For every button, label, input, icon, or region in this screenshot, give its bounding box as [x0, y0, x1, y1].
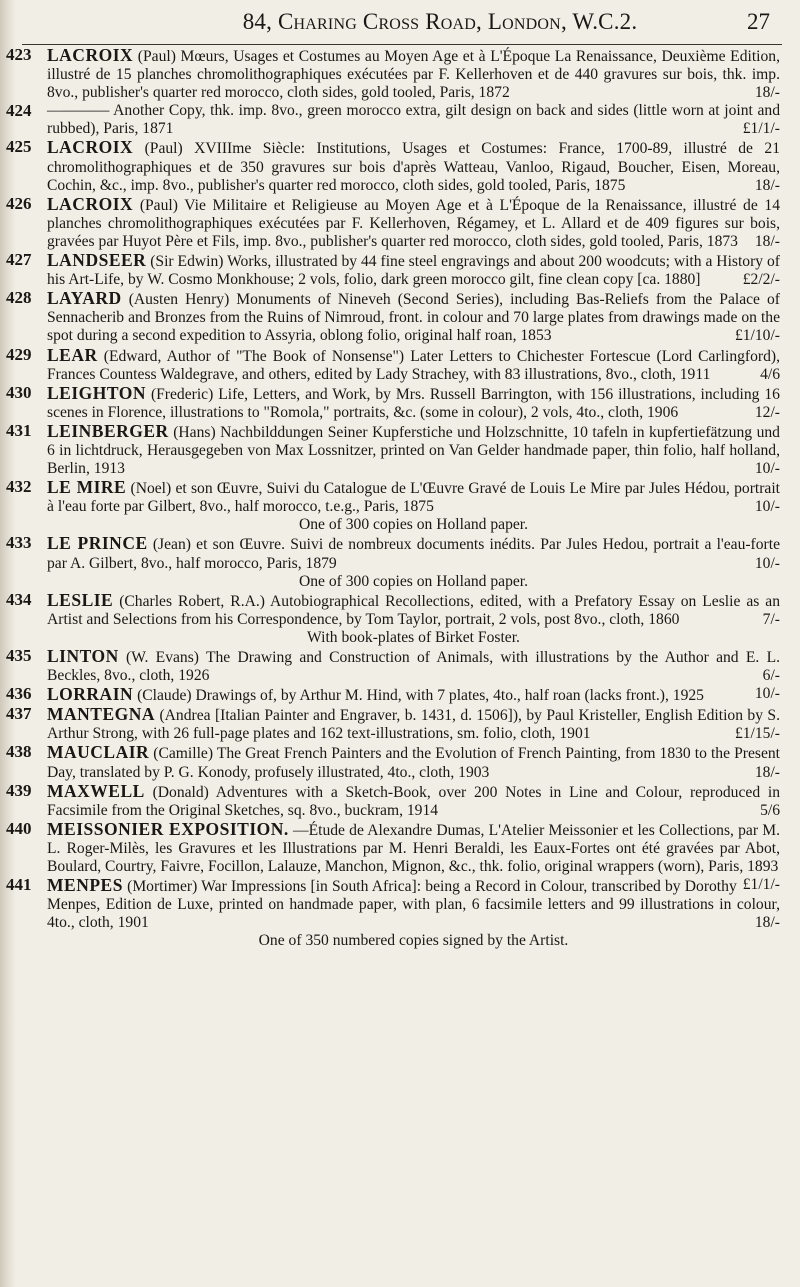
page-header — [100, 8, 780, 36]
entry-description: (Charles Robert, R.A.) Autobiographical Recollections, edited, with a Prefatory Essay on Leslie as an Artist and Selections from his Correspondence, by Tom Taylor, portrait, 2 vols, post 8vo., cloth, 1860 — [47, 592, 780, 628]
entry-author: LACROIX — [47, 193, 134, 214]
catalogue-entry — [0, 876, 800, 950]
catalogue-entry — [0, 138, 800, 194]
entry-description: (Hans) Nachbilddungen Seiner Kupferstiche und Holzschnitte, 10 tafeln in kupfertiefätzung und 6 in lichtdruck, Herausgegeben von Max Lossnitzer, printed on Van Gelder handmade paper, thin folio, half holland, Berlin, 1913 — [47, 423, 780, 478]
catalogue-entry — [0, 195, 800, 251]
entry-number: 440 — [6, 818, 32, 838]
catalogue-entry — [0, 422, 800, 478]
entry-number: 434 — [6, 589, 32, 609]
entry-author: MANTEGNA — [47, 704, 156, 725]
entry-description: (Sir Edwin) Works, illustrated by 44 fine steel engravings and about 200 woodcuts; with a History of his Art-Life, by W. Cosmo Monkhouse; 2 vols, folio, dark green morocco gilt, fine clean copy [ca. 1880] — [47, 253, 780, 289]
entry-price: 5/6 — [760, 801, 780, 819]
entry-number: 437 — [6, 704, 32, 724]
catalogue-entry — [0, 534, 800, 590]
entry-price: 12/- — [754, 403, 780, 421]
entry-number: 439 — [6, 780, 32, 800]
entry-price: 18/- — [754, 232, 780, 250]
catalogue-entry — [0, 705, 800, 743]
entry-body — [47, 743, 780, 781]
entry-author: MEISSONIER EXPOSITION. — [47, 818, 289, 839]
entry-description: (Andrea [Italian Painter and Engraver, b. 1431, d. 1506]), by Paul Kristeller, English Edition by S. Arthur Strong, with 26 full-page plates and 162 text-illustrations, sm. folio, cloth, 1901 — [47, 707, 780, 743]
entry-author: LACROIX — [47, 137, 134, 158]
catalogue-entry — [0, 384, 800, 422]
catalogue-entry — [0, 346, 800, 384]
entry-author: LORRAIN — [47, 684, 134, 705]
header-rule — [22, 44, 782, 45]
entry-description: —Étude de Alexandre Dumas, L'Atelier Meissonier et les Collections, par M. L. Roger-Milès, les Gravures et les Illustrations par M. Henri Beraldi, les Eaux-Fortes ont été gravées par Abot, Boulard, Courtry, Faivre, Focillon, Lalauze, Manchon, Mignon, &c., thk. folio, original wrappers (worn), Paris, 1893 — [47, 821, 780, 876]
entry-price: £1/15/- — [734, 725, 780, 743]
entry-price: 18/- — [754, 763, 780, 781]
entry-body — [47, 876, 780, 932]
entry-number: 436 — [6, 684, 32, 704]
entry-description: (Noel) et son Œuvre, Suivi du Catalogue de L'Œuvre Gravé de Louis Le Mire par Jules Hédou, portrait à l'eau forte par Gilbert, 8vo., half morocco, t.e.g., Paris, 1875 — [47, 480, 780, 516]
entry-number: 433 — [6, 533, 32, 553]
entry-number: 424 — [6, 101, 32, 121]
entry-number: 431 — [6, 420, 32, 440]
entry-price: 7/- — [762, 610, 780, 628]
entry-author: LE PRINCE — [47, 533, 148, 554]
entry-note: One of 350 numbered copies signed by the Artist. — [258, 932, 569, 950]
catalogue-entry — [0, 647, 800, 685]
entry-description: (Mortimer) War Impressions [in South Africa]: being a Record in Colour, transcribed by Dorothy Menpes, Edition de Luxe, printed on handmade paper, with plan, 6 facsimile letters and 99 illustrations in colour, 4to., cloth, 1901 — [47, 878, 780, 932]
entry-price: 10/- — [754, 685, 780, 703]
entry-body — [47, 102, 780, 138]
catalogue-entry — [0, 46, 800, 102]
entry-body — [47, 591, 780, 629]
entry-description: ———— Another Copy, thk. imp. 8vo., green morocco extra, gilt design on back and sides (little worn at joint and rubbed), Paris, 1871 — [47, 102, 780, 138]
entry-author: MENPES — [47, 875, 123, 896]
entry-number: 435 — [6, 646, 32, 665]
entry-author: LEINBERGER — [47, 420, 169, 441]
entry-author: LEIGHTON — [47, 382, 146, 403]
entry-price: 18/- — [754, 84, 780, 102]
entry-body — [47, 705, 780, 743]
entry-price: £2/2/- — [742, 271, 780, 289]
entry-author: LE MIRE — [47, 477, 127, 498]
catalogue-entry — [0, 251, 800, 289]
entry-author: LINTON — [47, 646, 119, 666]
page-number: 27 — [747, 9, 770, 34]
entry-description: (Austen Henry) Monuments of Nineveh (Second Series), including Bas-Reliefs from the Palace of Sennacherib and Bronzes from the Ruins of Nimroud, front. in colour and 70 large plates from drawings made on the spot during a second expedition to Assyria, oblong folio, original half roan, 1853 — [47, 291, 780, 345]
catalogue-entry — [0, 743, 800, 781]
catalogue-entries — [0, 46, 800, 951]
entry-number: 438 — [6, 742, 32, 762]
entry-author: MAUCLAIR — [47, 742, 150, 763]
entry-number: 426 — [6, 193, 32, 213]
entry-description: (Donald) Adventures with a Sketch-Book, over 200 Notes in Line and Colour, reproduced in Facsimile from the Original Sketches, sq. 8vo., buckram, 1914 — [47, 783, 780, 819]
entry-description: (W. Evans) The Drawing and Construction of Animals, with illustrations by the Author and E. L. Beckles, 8vo., cloth, 1926 — [47, 649, 780, 685]
entry-body — [47, 647, 780, 685]
entry-price: £1/1/- — [742, 120, 780, 138]
entry-description: (Claude) Drawings of, by Arthur M. Hind, with 7 plates, 4to., half roan (lacks front.), 1925 — [137, 687, 704, 705]
entry-author: LANDSEER — [47, 250, 147, 271]
entry-price: 10/- — [754, 498, 780, 516]
entry-author: LEAR — [47, 344, 98, 365]
entry-body — [47, 289, 780, 345]
entry-price: 10/- — [754, 554, 780, 572]
entry-number: 441 — [6, 875, 32, 895]
entry-author: MAXWELL — [47, 780, 145, 801]
entry-note: One of 300 copies on Holland paper. — [298, 516, 529, 534]
entry-description: (Frederic) Life, Letters, and Work, by Mrs. Russell Barrington, with 156 illustrations, including 16 scenes in Florence, illustrations to "Romola," portraits, &c. (some in colour), 2 vols, 4to., cloth, 1906 — [47, 385, 780, 421]
catalogue-entry — [0, 102, 800, 138]
entry-number: 423 — [6, 45, 32, 64]
entry-number: 430 — [6, 382, 32, 402]
entry-number: 428 — [6, 288, 32, 308]
entry-price: 4/6 — [760, 365, 780, 383]
entry-description: (Camille) The Great French Painters and the Evolution of French Painting, from 1830 to the Present Day, translated by P. G. Konody, profusely illustrated, 4to., cloth, 1903 — [47, 745, 780, 781]
entry-price: 18/- — [754, 176, 780, 194]
entry-number: 427 — [6, 250, 32, 270]
entry-body — [47, 46, 780, 102]
entry-body — [47, 422, 780, 478]
entry-body — [47, 384, 780, 422]
entry-author: LESLIE — [47, 589, 114, 610]
entry-price: 18/- — [754, 914, 780, 932]
entry-body — [47, 251, 780, 289]
entry-description: (Paul) XVIIIme Siècle: Institutions, Usages et Costumes: France, 1700-89, illustré de 21 chromolithographiques et de 350 gravures sur bois d'après Watteau, Vanloo, Rigaud, Boucher, Eisen, Moreau, Cochin, &c., imp. 8vo., publisher's quarter red morocco, cloth sides, gold tooled, Paris, 1875 — [47, 140, 780, 194]
entry-author: LACROIX — [47, 45, 134, 65]
entry-body — [47, 195, 780, 251]
page-title: 84, Charing Cross Road, London, W.C.2. — [242, 9, 638, 34]
entry-note: One of 300 copies on Holland paper. — [298, 572, 529, 590]
catalogue-entry — [0, 685, 800, 705]
entry-body — [47, 346, 780, 384]
entry-author: LAYARD — [47, 288, 122, 309]
entry-price: 6/- — [762, 667, 780, 685]
entry-description: (Paul) Vie Militaire et Religieuse au Moyen Age et à L'Époque de la Renaissance, illustré de 14 planches chromolithographiques exécutées par F. Kellerhoven, Régamey, et L. Allard et de 409 figures sur bois, gravées par Huyot Père et Fils, imp. 8vo., publisher's quarter red morocco, cloth sides, gold tooled, Paris, 1873 — [47, 196, 780, 250]
entry-number: 432 — [6, 477, 32, 497]
entry-description: (Jean) et son Œuvre. Suivi de nombreux documents inédits. Par Jules Hedou, portrait a l'eau-forte par A. Gilbert, 8vo., half morocco, Paris, 1879 — [47, 536, 780, 572]
catalogue-entry — [0, 289, 800, 345]
entry-description: (Edward, Author of "The Book of Nonsense") Later Letters to Chichester Fortescue (Lord Carlingford), Frances Countess Waldegrave, and others, edited by Lady Strachey, with 83 illustrations, 8vo., cloth, 1911 — [47, 347, 780, 383]
catalogue-entry — [0, 591, 800, 647]
entry-body — [47, 782, 780, 820]
entry-body — [47, 478, 780, 516]
entry-body — [47, 534, 780, 572]
catalogue-entry — [0, 478, 800, 534]
catalogue-entry — [0, 782, 800, 820]
entry-number: 429 — [6, 344, 32, 364]
entry-price: 10/- — [754, 460, 780, 478]
entry-description: (Paul) Mœurs, Usages et Costumes au Moyen Age et à L'Époque La Renaissance, Deuxième Edition, illustré de 15 planches chromolithographiques exécutées par F. Kellerhoven et de 440 gravures sur bois, thk. imp. 8vo., publisher's quarter red morocco, cloth sides, gold tooled, Paris, 1872 — [47, 48, 780, 102]
entry-body — [47, 138, 780, 194]
entry-price: £1/10/- — [734, 327, 780, 345]
entry-price: £1/1/- — [742, 876, 780, 894]
entry-note: With book-plates of Birket Foster. — [307, 628, 520, 646]
entry-number: 425 — [6, 137, 32, 157]
entry-body — [47, 685, 780, 705]
